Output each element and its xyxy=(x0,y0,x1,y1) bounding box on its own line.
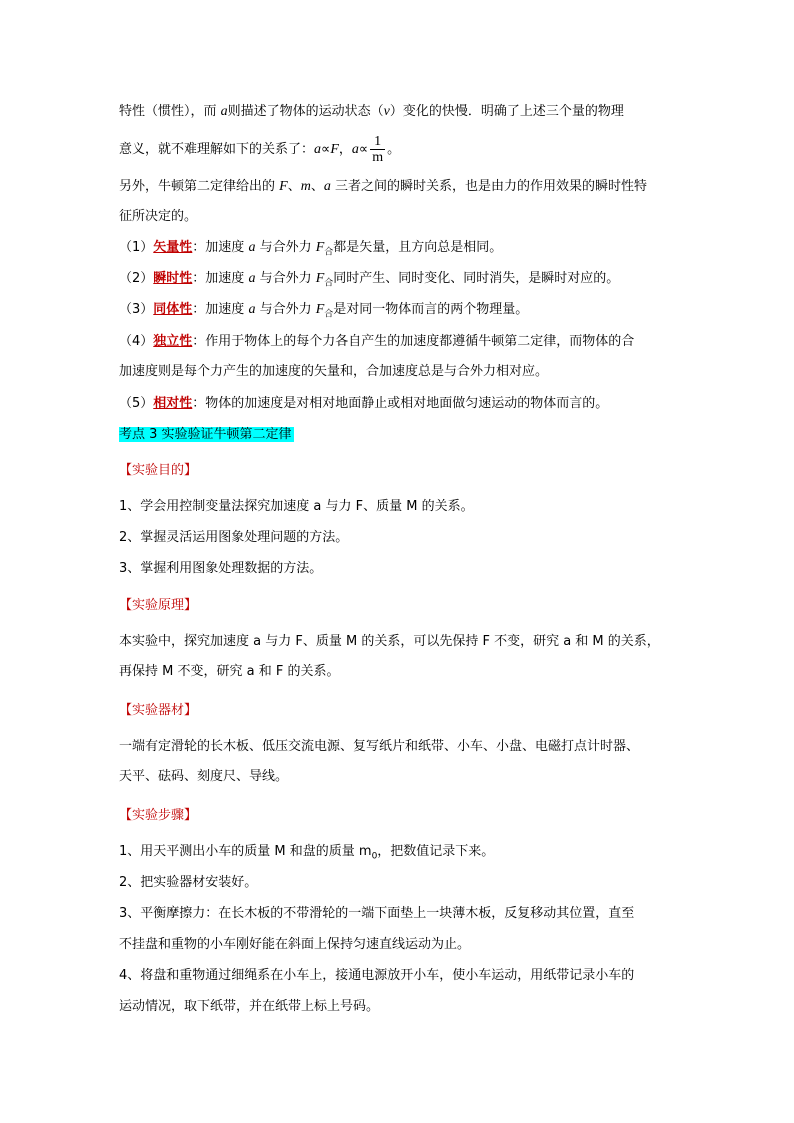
purpose-item: 1、学会用控制变量法探究加速度 a 与力 F、质量 M 的关系。 xyxy=(119,499,474,514)
text: ：加速度 xyxy=(192,302,249,317)
para1-line2 xyxy=(119,133,400,167)
text: 同时产生、同时变化、同时消失，是瞬时对应的。 xyxy=(333,271,620,286)
text: 与合外力 xyxy=(255,240,316,255)
var-a: a xyxy=(220,104,228,119)
text: ， xyxy=(338,142,352,157)
property-item xyxy=(119,300,528,325)
property-item xyxy=(119,269,619,294)
var-F: F xyxy=(315,240,325,255)
item-number: （2） xyxy=(119,271,154,286)
var-a: a xyxy=(314,142,322,157)
item-number: （5） xyxy=(119,396,154,411)
steps-header: 【实验步骤】 xyxy=(119,808,198,823)
property-item xyxy=(119,238,502,263)
step-4-line1: 4、将盘和重物通过细绳系在小车上，接通电源放开小车，使小车运动，用纸带记录小车的 xyxy=(119,968,635,983)
text: 与合外力 xyxy=(255,302,316,317)
equipment-line1: 一端有定滑轮的长木板、低压交流电源、复写纸片和纸带、小车、小盘、电磁打点计时器、 xyxy=(119,739,640,754)
text: 1、用天平测出小车的质量 M 和盘的质量 m xyxy=(119,844,372,859)
text: 则描述了物体的运动状态（ xyxy=(227,104,384,119)
purpose-item: 3、掌握利用图象处理数据的方法。 xyxy=(119,561,323,576)
step-3-line2: 不挂盘和重物的小车刚好能在斜面上保持匀速直线运动为止。 xyxy=(119,937,471,952)
var-F: F xyxy=(315,271,325,286)
subscript: 合 xyxy=(324,247,334,258)
var-F: F xyxy=(279,179,288,194)
var-a: a xyxy=(323,179,331,194)
keyword: 独立性 xyxy=(153,334,193,349)
var-F: F xyxy=(330,142,339,157)
text: ：加速度 xyxy=(192,240,249,255)
text: 与合外力 xyxy=(255,271,316,286)
subscript: 合 xyxy=(324,309,334,320)
var-a: a xyxy=(248,271,256,286)
para2-line1 xyxy=(119,177,647,197)
section-heading xyxy=(119,425,294,445)
text: 另外，牛顿第二定律给出的 xyxy=(119,179,280,194)
principle-line1: 本实验中，探究加速度 a 与力 F、质量 M 的关系，可以先保持 F 不变，研究 a 和 M 的关系， xyxy=(119,634,660,649)
var-v: v xyxy=(383,104,390,119)
item-number: （4） xyxy=(119,334,154,349)
item-number: （1） xyxy=(119,240,154,255)
fraction-numerator: 1 xyxy=(370,134,385,150)
var-a: a xyxy=(248,240,256,255)
text: 都是矢量，且方向总是相同。 xyxy=(333,240,503,255)
purpose-header: 【实验目的】 xyxy=(119,463,198,478)
fraction-denominator: m xyxy=(372,150,384,165)
text: 特性（惯性），而 xyxy=(119,104,221,119)
text: ：加速度 xyxy=(192,271,249,286)
para2-line2: 征所决定的。 xyxy=(119,209,198,224)
subscript: 0 xyxy=(371,851,378,862)
proportional-symbol: ∝ xyxy=(321,142,331,157)
fraction-one-over-m xyxy=(370,134,385,165)
text: 、 xyxy=(287,179,301,194)
equipment-line2: 天平、砝码、刻度尺、导线。 xyxy=(119,769,289,784)
var-a: a xyxy=(248,302,256,317)
step-1 xyxy=(119,842,494,867)
text: ：作用于物体上的每个力各自产生的加速度都遵循牛顿第二定律，而物体的合 xyxy=(192,334,635,349)
var-m: m xyxy=(300,179,311,194)
text: 是对同一物体而言的两个物理量。 xyxy=(333,302,529,317)
var-F: F xyxy=(315,302,325,317)
property-item-4-line1 xyxy=(119,332,634,352)
text: 意义，就不难理解如下的关系了： xyxy=(119,142,315,157)
keyword: 瞬时性 xyxy=(153,271,193,286)
text: ：物体的加速度是对相对地面静止或相对地面做匀速运动的物体而言的。 xyxy=(192,396,609,411)
para1-line1 xyxy=(119,102,624,122)
text: ，把数值记录下来。 xyxy=(377,844,495,859)
step-3-line1: 3、平衡摩擦力：在长木板的不带滑轮的一端下面垫上一块薄木板，反复移动其位置，直至 xyxy=(119,906,635,921)
item-number: （3） xyxy=(119,302,154,317)
principle-header: 【实验原理】 xyxy=(119,598,198,613)
equipment-header: 【实验器材】 xyxy=(119,703,198,718)
property-item-5 xyxy=(119,394,608,414)
highlighted-heading: 考点 3 实验验证牛顿第二定律 xyxy=(119,427,292,442)
purpose-item: 2、掌握灵活运用图象处理问题的方法。 xyxy=(119,530,349,545)
text: ）变化的快慢．明确了上述三个量的物理 xyxy=(389,104,624,119)
proportional-symbol: ∝ xyxy=(358,142,369,157)
step-4-line2: 运动情况，取下纸带，并在纸带上标上号码。 xyxy=(119,999,380,1014)
keyword: 相对性 xyxy=(153,396,193,411)
principle-line2: 再保持 M 不变，研究 a 和 F 的关系。 xyxy=(119,664,340,679)
property-item-4-line2: 加速度则是每个力产生的加速度的矢量和，合加速度总是与合外力相对应。 xyxy=(119,364,549,379)
var-a: a xyxy=(351,142,359,157)
text: 、 xyxy=(310,179,324,194)
text: 三者之间的瞬时关系，也是由力的作用效果的瞬时性特 xyxy=(330,179,647,194)
step-2: 2、把实验器材安装好。 xyxy=(119,875,258,890)
text: 。 xyxy=(387,142,401,157)
keyword: 同体性 xyxy=(153,302,193,317)
subscript: 合 xyxy=(324,278,334,289)
keyword: 矢量性 xyxy=(153,240,193,255)
